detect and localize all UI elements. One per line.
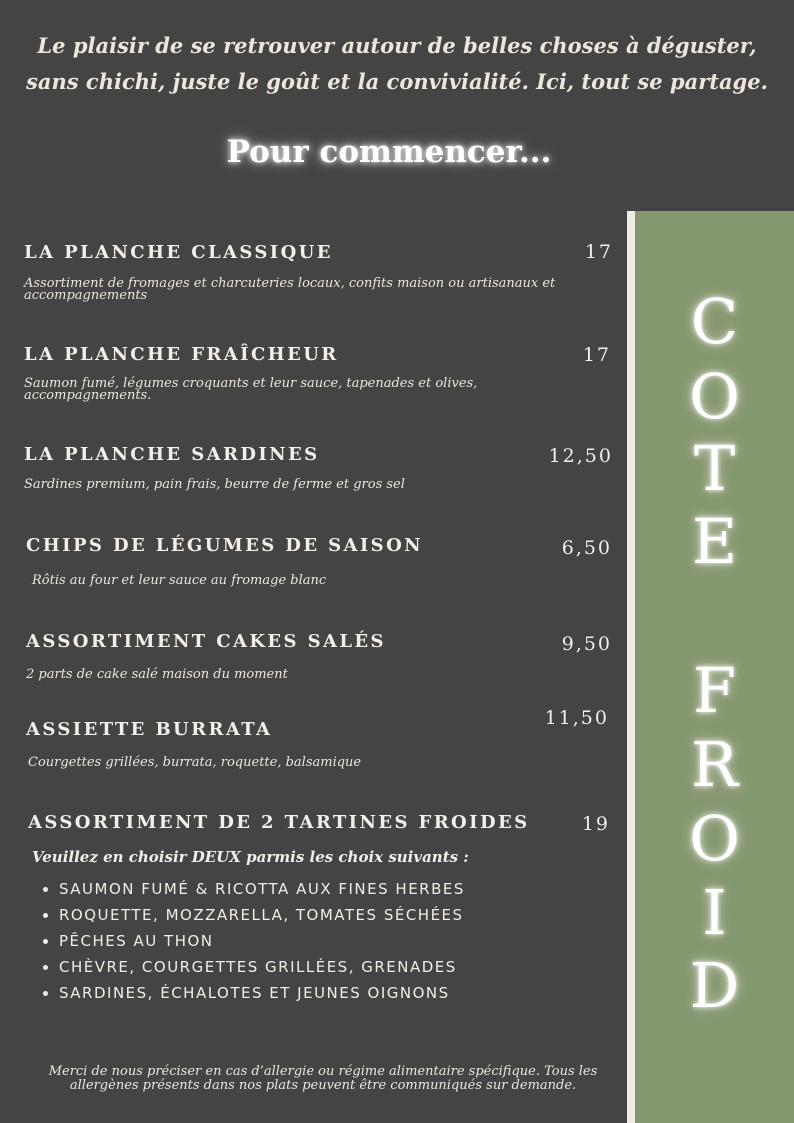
side-banner-letter: O — [689, 360, 740, 433]
section-title: Pour commencer... — [226, 134, 552, 170]
menu-item-name: ASSORTIMENT DE 2 TARTINES FROIDES — [28, 812, 530, 833]
intro-line-2: sans chichi, juste le goût et la convivialité. Ici, tout se partage. — [26, 69, 768, 94]
tartines-choice-note: Veuillez en choisir DEUX parmis les choix suivants : — [32, 848, 469, 866]
side-banner-letter: C — [690, 285, 739, 358]
menu-item-price: 17 — [582, 344, 611, 366]
tartines-choice-list — [40, 876, 465, 1006]
menu-item-price: 12,50 — [548, 445, 613, 467]
side-banner-letter: I — [702, 876, 727, 949]
menu-item-description: 2 parts de cake salé maison du moment — [26, 667, 288, 682]
menu-item-description: Assortiment de fromages et charcuteries locaux, confits maison ou artisanaux et accompagnements — [24, 276, 556, 303]
menu-item-description: Sardines premium, pain frais, beurre de ferme et gros sel — [24, 477, 405, 492]
intro-text — [0, 28, 794, 100]
side-banner-letter: E — [691, 505, 738, 578]
menu-item-price: 19 — [581, 813, 610, 835]
menu-item-price: 11,50 — [544, 707, 609, 729]
menu-item-name: ASSIETTE BURRATA — [26, 719, 273, 740]
menu-item-description: Courgettes grillées, burrata, roquette, balsamique — [28, 755, 362, 770]
menu-item-price: 17 — [584, 241, 613, 263]
list-item: • PÊCHES AU THON — [59, 928, 465, 954]
list-item: • SAUMON FUMÉ & RICOTTA AUX FINES HERBES — [59, 876, 465, 902]
menu-item-price: 6,50 — [561, 537, 612, 559]
side-banner-letter: F — [692, 654, 737, 727]
list-item: • SARDINES, ÉCHALOTES ET JEUNES OIGNONS — [59, 980, 465, 1006]
side-banner-letter: D — [689, 949, 740, 1022]
side-banner-letter: T — [693, 432, 736, 505]
menu-item-description: Saumon fumé, légumes croquants et leur sauce, tapenades et olives, accompagnements. — [24, 376, 478, 403]
list-item: • ROQUETTE, MOZZARELLA, TOMATES SÉCHÉES — [59, 902, 465, 928]
menu-item-name: LA PLANCHE CLASSIQUE — [24, 242, 333, 263]
side-banner-letter: O — [689, 802, 740, 875]
list-item: • CHÈVRE, COURGETTES GRILLÉES, GRENADES — [59, 954, 465, 980]
intro-line-1: Le plaisir de se retrouver autour de belles choses à déguster, — [37, 33, 757, 58]
menu-item-name: CHIPS DE LÉGUMES DE SAISON — [26, 535, 424, 556]
menu-item-name: LA PLANCHE SARDINES — [24, 444, 320, 465]
menu-item-description: Rôtis au four et leur sauce au fromage blanc — [32, 573, 327, 588]
allergy-note: Merci de nous préciser en cas d’allergie ou régime alimentaire spécifique. Tous les allergènes présents dans nos plats peuvent être communiqués sur demande. — [48, 1064, 598, 1093]
menu-item-name: LA PLANCHE FRAÎCHEUR — [24, 344, 339, 365]
menu-item-name: ASSORTIMENT CAKES SALÉS — [26, 631, 386, 652]
side-banner-letter: R — [691, 728, 738, 801]
menu-item-price: 9,50 — [561, 633, 612, 655]
side-banner-divider — [627, 211, 635, 1123]
